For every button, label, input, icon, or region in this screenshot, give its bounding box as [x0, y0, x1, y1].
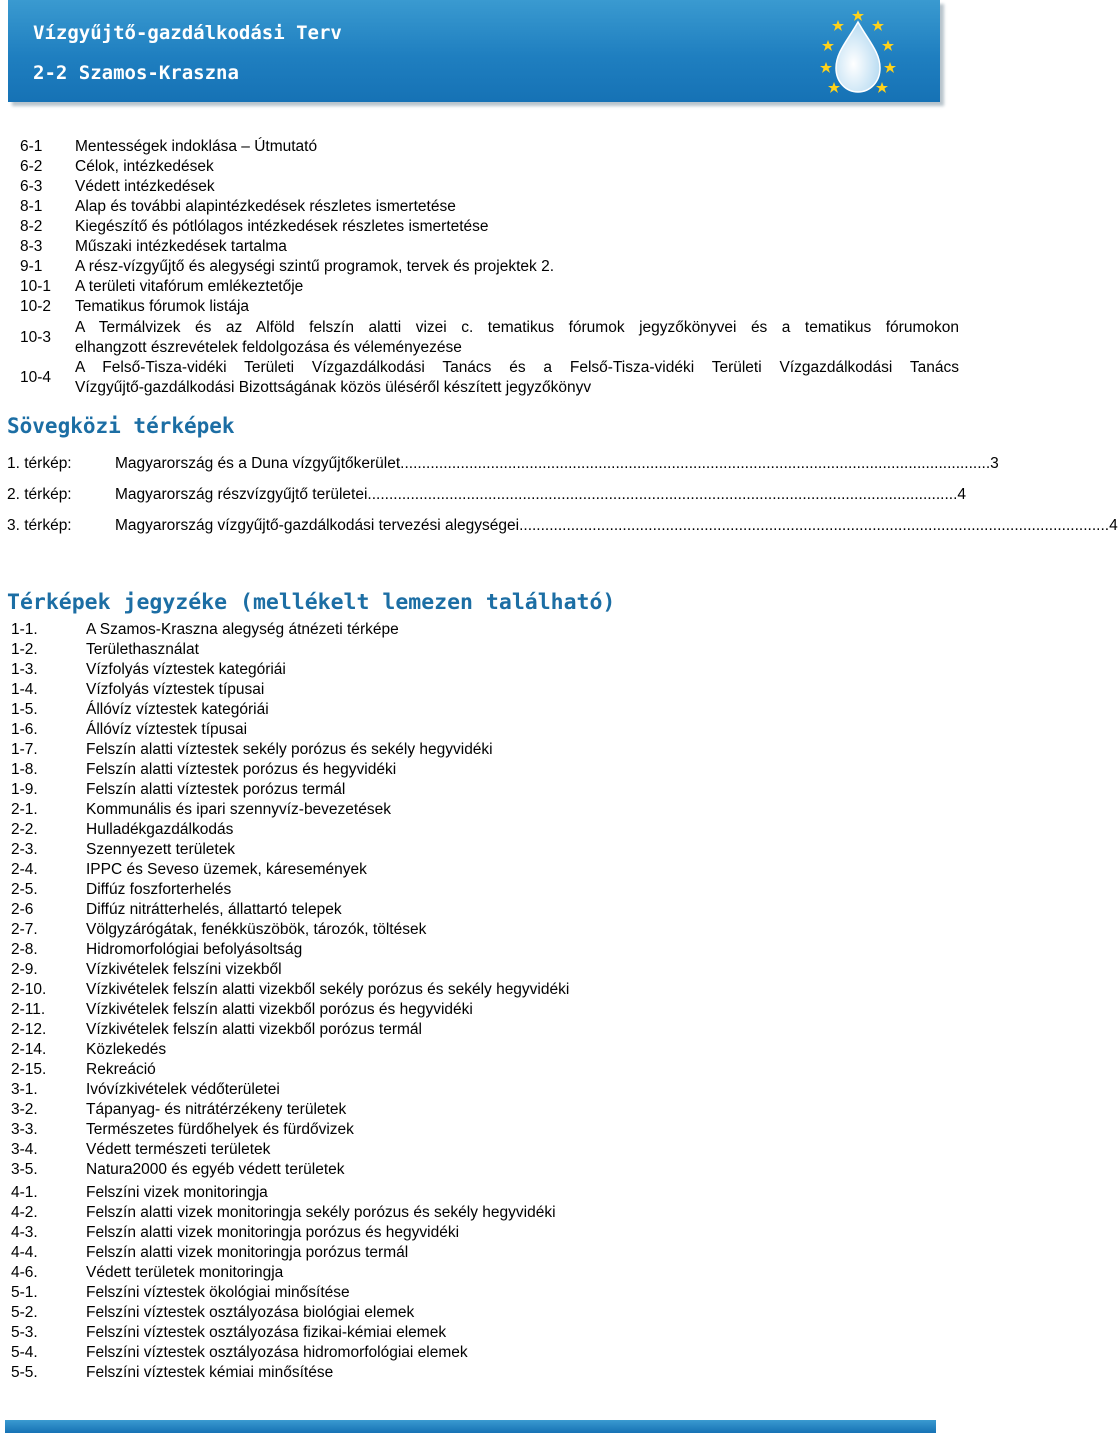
map-title: Natura2000 és egyéb védett területek — [86, 1161, 345, 1178]
map-title: Természetes fürdőhelyek és fürdővizek — [86, 1121, 354, 1138]
map-title: Felszín alatti vizek monitoringja sekély porózus és sekély hegyvidéki — [86, 1204, 556, 1221]
map-title: Szennyezett területek — [86, 841, 236, 858]
map-code: 1-5. — [11, 701, 38, 718]
header-subtitle: 2-2 Szamos-Kraszna — [33, 62, 239, 84]
document-header — [8, 0, 940, 102]
map-title: Kommunális és ipari szennyvíz-bevezetések — [86, 801, 391, 818]
map-code: 2-11. — [11, 1001, 46, 1018]
map-code: 3-4. — [11, 1141, 38, 1158]
map-code: 2-15. — [11, 1061, 47, 1078]
map-title: Hidromorfológiai befolyásoltság — [86, 941, 303, 958]
map-code: 4-3. — [11, 1224, 38, 1241]
map-title: Felszíni víztestek kémiai minősítése — [86, 1364, 334, 1381]
map-code: 5-1. — [11, 1284, 38, 1301]
toc-leader-dots: ......................................................................................................................................... — [519, 517, 1110, 534]
map-title: Területhasználat — [86, 641, 199, 658]
map-code: 3-5. — [11, 1161, 38, 1178]
map-title: Felszín alatti víztestek porózus és hegyvidéki — [86, 761, 397, 778]
map-code: 2-12. — [11, 1021, 47, 1038]
map-code: 4-1. — [11, 1184, 38, 1201]
map-title: Felszíni vizek monitoringja — [86, 1184, 268, 1201]
map-code: 4-6. — [11, 1264, 38, 1281]
map-title: A Szamos-Kraszna alegység átnézeti térképe — [86, 621, 399, 638]
map-code: 2-8. — [11, 941, 38, 958]
map-title: Felszíni víztestek osztályozása hidromorfológiai elemek — [86, 1344, 468, 1361]
map-title: Vízkivételek felszín alatti vizekből porózus és hegyvidéki — [86, 1001, 473, 1018]
map-code: 5-5. — [11, 1364, 38, 1381]
map-title: Tápanyag- és nitrátérzékeny területek — [86, 1101, 347, 1118]
map-title: Felszín alatti víztestek porózus termál — [86, 781, 346, 798]
map-code: 5-3. — [11, 1324, 38, 1341]
map-code: 1-1. — [11, 621, 38, 638]
map-code: 4-2. — [11, 1204, 38, 1221]
map-title: Völgyzárógátak, fenékküszöbök, tározók, töltések — [86, 921, 427, 938]
map-title: Felszín alatti víztestek sekély porózus és sekély hegyvidéki — [86, 741, 493, 758]
map-title: Közlekedés — [86, 1041, 167, 1058]
map-code: 2-4. — [11, 861, 38, 878]
map-title: Felszíni víztestek ökológiai minősítése — [86, 1284, 350, 1301]
map-code: 1-3. — [11, 661, 38, 678]
map-title: Védett területek monitoringja — [86, 1264, 284, 1281]
map-code: 1-2. — [11, 641, 38, 658]
map-title: Állóvíz víztestek típusai — [86, 721, 248, 738]
map-title: Vízfolyás víztestek kategóriái — [86, 661, 286, 678]
map-title: Védett természeti területek — [86, 1141, 271, 1158]
map-title: Vízfolyás víztestek típusai — [86, 681, 265, 698]
map-code: 2-6 — [11, 901, 34, 918]
annex-long-text: A Termálvizek és az Alföld felszín alatti vizei c. tematikus fórumok jegyzőkönyvei és a tematikus fórumokon elhangzott észrevételek feldolgozása és véleményezése — [75, 319, 959, 356]
annex-code: 10-4 — [20, 369, 52, 386]
map-code: 2-3. — [11, 841, 38, 858]
map-code: 2-14. — [11, 1041, 47, 1058]
map-title: Vízkivételek felszín alatti vizekből porózus termál — [86, 1021, 422, 1038]
map-code: 2-9. — [11, 961, 38, 978]
map-code: 1-9. — [11, 781, 38, 798]
toc-leader-dots: ......................................................................................................................................... — [367, 486, 958, 503]
map-title: Vízkivételek felszíni vizekből — [86, 961, 282, 978]
map-code: 3-1. — [11, 1081, 38, 1098]
map-title: Felszíni víztestek osztályozása biológiai elemek — [86, 1304, 415, 1321]
header-title: Vízgyűjtő-gazdálkodási Terv — [33, 22, 342, 44]
map-title: Diffúz nitrátterhelés, állattartó telepek — [86, 901, 342, 918]
map-code: 2-5. — [11, 881, 38, 898]
map-code: 1-8. — [11, 761, 38, 778]
map-code: 3-2. — [11, 1101, 38, 1118]
map-title: Vízkivételek felszín alatti vizekből sekély porózus és sekély hegyvidéki — [86, 981, 570, 998]
map-title: Felszín alatti vizek monitoringja porózus és hegyvidéki — [86, 1224, 460, 1241]
map-title: IPPC és Seveso üzemek, káresemények — [86, 861, 367, 878]
map-code: 5-2. — [11, 1304, 38, 1321]
map-title: Állóvíz víztestek kategóriái — [86, 701, 269, 718]
annex-code: 10-3 — [20, 329, 52, 346]
map-code: 2-7. — [11, 921, 38, 938]
section-title-map-list: Térképek jegyzéke (mellékelt lemezen található) — [7, 590, 616, 615]
map-code: 4-4. — [11, 1244, 38, 1261]
annex-long-text: A Felső-Tisza-vidéki Területi Vízgazdálkodási Tanács és a Felső-Tisza-vidéki Területi Vízgazdálkodási Tanács Vízgyűjtő-gazdálkodási Bizottságának közös üléséről készített jegyzőkönyv — [75, 359, 959, 396]
map-title: Rekreáció — [86, 1061, 156, 1078]
section-title-inline-maps: Sövegközi térképek — [7, 414, 235, 438]
map-title: Felszíni víztestek osztályozása fizikai-kémiai elemek — [86, 1324, 447, 1341]
map-title: Diffúz foszforterhelés — [86, 881, 232, 898]
map-code: 1-6. — [11, 721, 38, 738]
map-code: 5-4. — [11, 1344, 38, 1361]
map-code: 2-2. — [11, 821, 38, 838]
water-drop-stars-icon — [816, 4, 946, 100]
map-title: Ivóvízkivételek védőterületei — [86, 1081, 280, 1098]
map-code: 1-4. — [11, 681, 38, 698]
map-code: 2-10. — [11, 981, 47, 998]
map-code: 3-3. — [11, 1121, 38, 1138]
map-title: Felszín alatti vizek monitoringja porózus termál — [86, 1244, 409, 1261]
map-code: 2-1. — [11, 801, 38, 818]
map-code: 1-7. — [11, 741, 38, 758]
map-title: Hulladékgazdálkodás — [86, 821, 234, 838]
footer-bar — [5, 1420, 936, 1433]
toc-leader-dots: ......................................................................................................................................... — [400, 455, 991, 472]
